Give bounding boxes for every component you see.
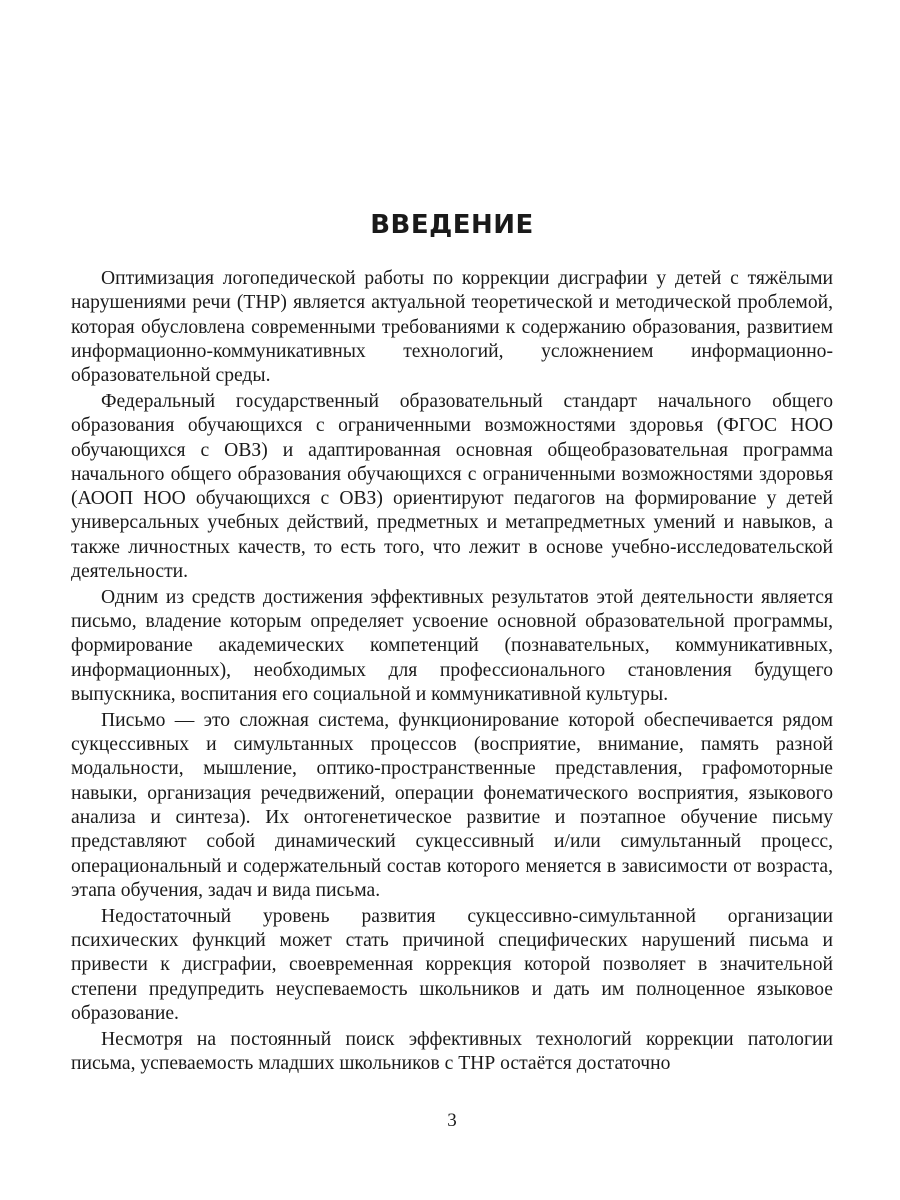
paragraph: Одним из средств достижения эффективных результатов этой деятельности является письмо, владение которым определяет усвоение основной образовательной программы, формирование академических компетенций (познавательных, коммуникативных, информационных), необходимых для профессионального становления будущего выпускника, воспитания его социальной и коммуникативной культуры. — [71, 586, 833, 706]
paragraph: Оптимизация логопедической работы по коррекции дисграфии у детей с тяжёлыми нарушениями речи (ТНР) является актуальной теоретической и методической проблемой, которая обусловлена современными требованиями к содержанию образования, развитием информационно-коммуникативных технологий, усложнением информационно-образовательной среды. — [71, 268, 833, 387]
body-text — [71, 267, 833, 1078]
paragraph: Федеральный государственный образовательный стандарт начального общего образования обучающихся с ограниченными возможностями здоровья (ФГОС НОО обучающихся с ОВЗ) и адаптированная основная общеобразовательная программа начального общего образования обучающихся с ограниченными возможностями здоровья (АООП НОО обучающихся с ОВЗ) ориентируют педагогов на формирование у детей универсальных учебных действий, предметных и метапредметных умений и навыков, а также личностных качеств, то есть того, что лежит в основе учебно-исследовательской деятельности. — [71, 390, 833, 583]
paragraph: Письмо — это сложная система, функционирование которой обеспечивается рядом сукцессивных и симультанных процессов (восприятие, внимание, память разной модальности, мышление, оптико-пространственные представления, графомоторные навыки, организация речедвижений, операции фонематического восприятия, языкового анализа и синтеза). Их онтогенетическое развитие и поэтапное обучение письму представляют собой динамический сукцессивный и/или симультанный процесс, операциональный и содержательный состав которого меняется в зависимости от возраста, этапа обучения, задач и вида письма. — [71, 709, 833, 901]
book-page — [71, 0, 833, 1200]
page-number: 3 — [447, 1110, 457, 1131]
paragraph: Несмотря на постоянный поиск эффективных технологий коррекции патологии письма, успеваемость младших школьников с ТНР остаётся достаточно — [71, 1028, 833, 1074]
paragraph: Недостаточный уровень развития сукцессивно-симультанной организации психических функций может стать причиной специфических нарушений письма и привести к дисграфии, своевременная коррекция которой позволяет в значительной степени предупредить неуспеваемость школьников и дать им полноценное языковое образование. — [71, 905, 833, 1024]
chapter-title: ВВЕДЕНИЕ — [370, 210, 534, 240]
